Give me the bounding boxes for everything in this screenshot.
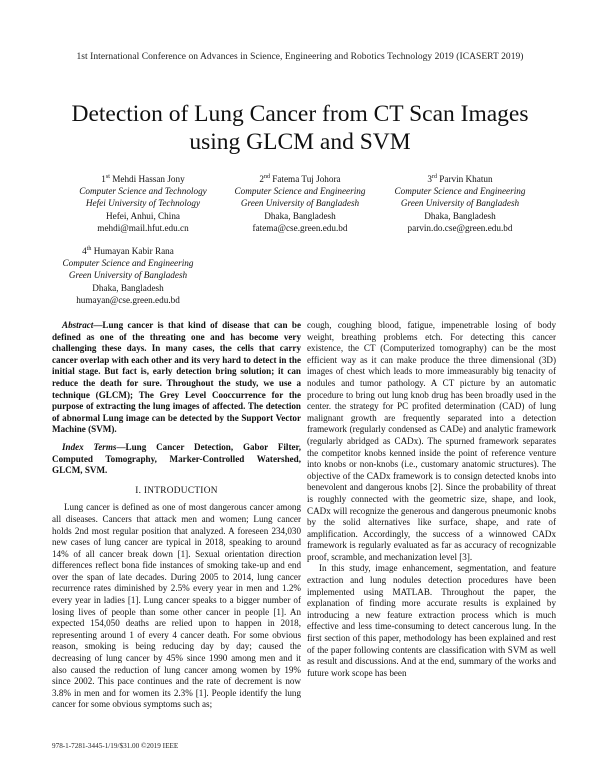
author-block-1: [58, 173, 228, 234]
author-name: 2nd Fatema Tuj Johora: [259, 173, 341, 184]
abstract: [52, 320, 301, 436]
author-city: Hefei, Anhui, China: [106, 210, 180, 221]
body-paragraph: cough, coughing blood, fatigue, impenetrable losing of body weight, breathing problems etch. For detecting this cancer existence, the CT (Computerized tomography) can be the most efficient way as it can make produce the three dimensional (3D) images of chest which leads to more immeasurably big tenacity of nodules and tumor pathology. A CT picture by an automatic procedure to bring out lung knob drug has been broadly used in the center. the strategy for PC profited determination (CAD) of lung malignant growth are frequently separated into a detection framework (regularly condensed as CADe) and analytic framework (regularly abridged as CADx). The spurned framework separates the competitor knobs kenned inside the point of reference venture into knobs or non-knobs (i.e., customary anatomic structures). The objective of the CADx framework is to consign detected knobs into benevolent and dangerous knobs [2]. Since the probability of threat is roughly connected with the geometric size, shape, and look, CADx will recognize the generous and dangerous pneumonic knobs by the solid alternatives like surface, shape, and rate of amplification. Accordingly, the success of a winnowed CADx framework is regularly evaluated as far as accuracy of recognizable proof, scramble, and mechanization level [3].: [307, 320, 556, 562]
abstract-label: Abstract: [62, 320, 94, 330]
author-university: Green University of Bangladesh: [68, 270, 188, 281]
author-department: Computer Science and Engineering: [62, 258, 194, 269]
copyright-footer: 978-1-7281-3445-1/19/$31.00 ©2019 IEEE: [52, 742, 179, 750]
right-column: [307, 320, 556, 679]
author-department: Computer Science and Engineering: [394, 186, 526, 197]
title-line-1: Detection of Lung Cancer from CT Scan Images: [71, 101, 529, 127]
author-university: Hefei University of Technology: [85, 198, 201, 209]
author-email: parvin.do.cse@green.edu.bd: [407, 222, 513, 233]
index-terms-text: —Lung Cancer Detection, Gabor Filter, Computed Tomography, Marker-Controlled Watershed, GLCM, SVM.: [52, 441, 301, 476]
index-terms-label: Index Terms: [62, 441, 117, 452]
author-block-2: [215, 173, 385, 234]
abstract-text: —Lung cancer is that kind of disease that can be defined as one of the threating one and has become very challenging these days. In many cases, the cells that carry cancer overlap with each other and its very hard to detect in the initial stage. But fact is, early detection bring solution; it can reduce the death for sure. Throughout the study, we use a technique (GLCM); The Grey Level Cooccurrence for the purpose of extracting the lung images of affected. The detection of abnormal Lung image can be detected by the Support Vector Machine (SVM).: [52, 320, 301, 435]
left-column: [52, 320, 301, 711]
body-paragraph: In this study, image enhancement, segmentation, and feature extraction and lung nodules detection procedures have been implemented using MATLAB. Throughout the paper, the explanation of finding more accurate results is explained by introducing a new feature extraction process which is much effective and less time-consuming to detect cancerous lung. In the first section of this paper, methodology has been explained and rest of the paper following contents are classification with SVM as well as result and discussions. And at the end, summary of the works and future work scope has been: [307, 563, 556, 678]
author-city: Dhaka, Bangladesh: [92, 282, 164, 293]
section-heading-introduction: I. INTRODUCTION: [135, 485, 218, 496]
author-department: Computer Science and Technology: [79, 186, 207, 197]
title-line-2: using GLCM and SVM: [189, 129, 411, 155]
author-city: Dhaka, Bangladesh: [424, 210, 496, 221]
author-name: 1st Mehdi Hassan Jony: [101, 173, 185, 184]
author-email: mehdi@mail.hfut.edu.cn: [97, 222, 189, 233]
index-terms: [52, 442, 301, 477]
conference-header: 1st International Conference on Advances in Science, Engineering and Robotics Technology 2019 (ICASERT 2019): [76, 52, 524, 62]
author-name: 4th Humayan Kabir Rana: [82, 245, 174, 256]
author-email: humayan@cse.green.edu.bd: [76, 294, 180, 305]
author-university: Green University of Bangladesh: [240, 198, 360, 209]
author-block-3: [375, 173, 545, 234]
author-city: Dhaka, Bangladesh: [264, 210, 336, 221]
author-university: Green University of Bangladesh: [400, 198, 520, 209]
intro-paragraph: Lung cancer is defined as one of most dangerous cancer among all diseases. Cancers that attack men and women; Lung cancer holds 2nd most regular position that analyzed. A foreseen 234,030 new cases of lung cancer are typical in 2018, speaking to around 14% of all cancer break down [1]. Sexual orientation direction differences reflect bona fide instances of smoking take-up and end over the span of late decades. During 2005 to 2014, lung cancer recurrence rates diminished by 2.5% every year in men and 1.2% every year in ladies [1]. Lung cancer speaks to a bigger number of losing lives of people than some other cancer in people [1]. An expected 154,050 deaths are relied upon to happen in 2018, representing around 1 of every 4 cancer death. For some obvious reason, smoking is being reducing day by day; caused the decreasing of lung cancer by 45% since 1990 among men and it also caused the reduction of lung cancer among women by 19% since 2002. This pace continues and the rate of decrement is now 3.8% in men and for women its 2.3% [1]. People identify the lung cancer for some obvious symptoms such as;: [52, 502, 301, 710]
author-block-4: [43, 245, 213, 306]
author-department: Computer Science and Engineering: [234, 186, 366, 197]
author-name: 3rd Parvin Khatun: [427, 173, 493, 184]
author-email: fatema@cse.green.edu.bd: [252, 222, 348, 233]
paper-title: [40, 100, 560, 156]
